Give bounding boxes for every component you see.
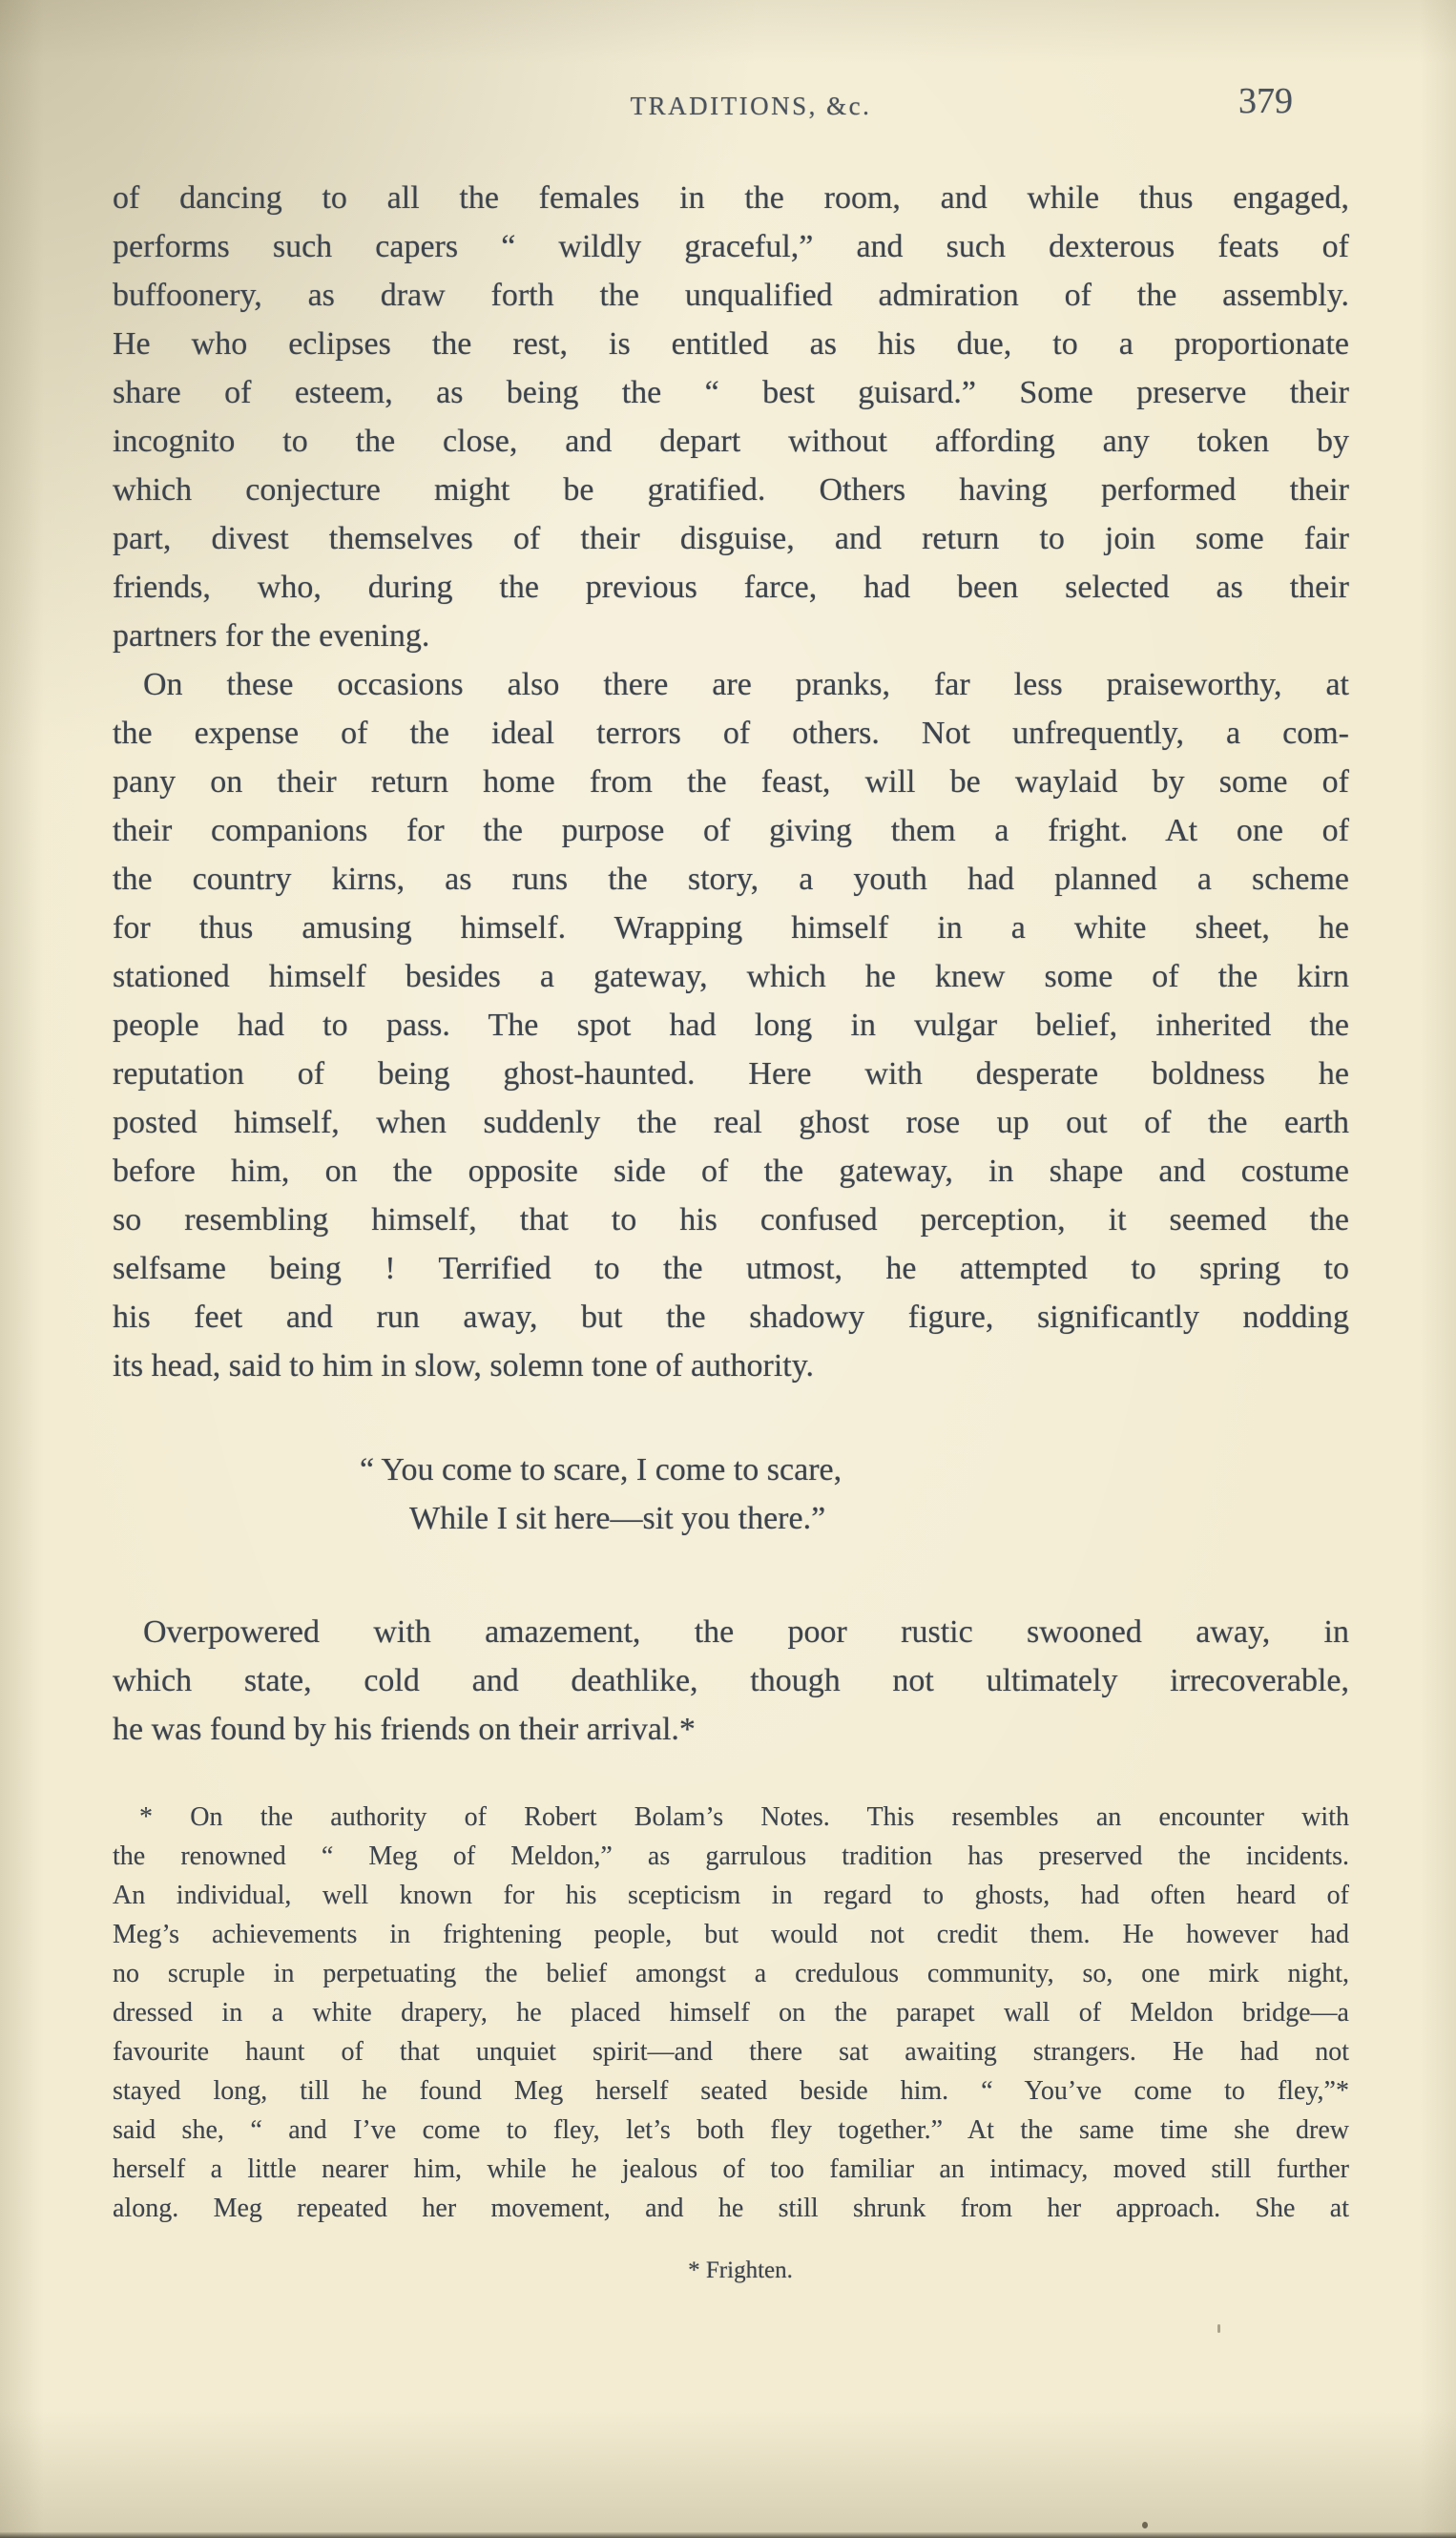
page-number: 379 — [1238, 81, 1293, 121]
footnote-line: herself a little nearer him, while he jealous of too familiar an intimacy, moved still further — [113, 2154, 1349, 2184]
text-line: he was found by his friends on their arrival.* — [113, 1712, 696, 1747]
text-line: people had to pass. The spot had long in vulgar belief, inherited the — [113, 1008, 1349, 1043]
text-line: so resembling himself, that to his confused perception, it seemed the — [113, 1202, 1349, 1238]
page-bottom-shadow — [0, 2532, 1456, 2538]
text-line: the country kirns, as runs the story, a youth had planned a scheme — [113, 862, 1349, 897]
verse-line: “ You come to scare, I come to scare, — [360, 1452, 842, 1487]
text-line: of dancing to all the females in the room, and while thus engaged, — [113, 180, 1349, 216]
text-line: incognito to the close, and depart without affording any token by — [113, 424, 1349, 459]
footnote-line: favourite haunt of that unquiet spirit—and there sat awaiting strangers. He had not — [113, 2037, 1349, 2067]
text-line: Overpowered with amazement, the poor rustic swooned away, in — [143, 1614, 1349, 1650]
footnote-line: stayed long, till he found Meg herself seated beside him. “ You’ve come to fley,”* — [113, 2076, 1349, 2106]
text-line: On these occasions also there are pranks, far less praiseworthy, at — [143, 667, 1349, 702]
footnote-line: said she, “ and I’ve come to fley, let’s both fley together.” At the same time she drew — [113, 2115, 1349, 2145]
footnote — [113, 1798, 1349, 2228]
text-line: performs such capers “ wildly graceful,” and such dexterous feats of — [113, 229, 1349, 264]
footnote-line: no scruple in perpetuating the belief amongst a credulous community, so, one mirk night, — [113, 1959, 1349, 1988]
text-line: before him, on the opposite side of the gateway, in shape and costume — [113, 1154, 1349, 1189]
text-line: He who eclipses the rest, is entitled as his due, to a proportionate — [113, 326, 1349, 362]
text-line: partners for the evening. — [113, 618, 430, 654]
text-line: part, divest themselves of their disguise, and return to join some fair — [113, 521, 1349, 556]
text-line: which conjecture might be gratified. Others having performed their — [113, 472, 1349, 508]
footnote-note: * Frighten. — [688, 2257, 793, 2283]
text-line: the expense of the ideal terrors of others. Not unfrequently, a com- — [113, 716, 1349, 751]
text-line: stationed himself besides a gateway, which he knew some of the kirn — [113, 959, 1349, 994]
paragraph-3 — [113, 1608, 1349, 1754]
verse-line: While I sit here—sit you there.” — [409, 1501, 826, 1536]
verse-quote — [113, 1446, 1349, 1543]
footnote-line: the renowned “ Meg of Meldon,” as garrulous tradition has preserved the incidents. — [113, 1841, 1349, 1871]
text-line: share of esteem, as being the “ best guisard.” Some preserve their — [113, 375, 1349, 410]
text-line: their companions for the purpose of giving them a fright. At one of — [113, 813, 1349, 848]
running-head — [113, 92, 1349, 121]
text-line: his feet and run away, but the shadowy figure, significantly nodding — [113, 1300, 1349, 1335]
text-line: selfsame being ! Terrified to the utmost, he attempted to spring to — [113, 1251, 1349, 1286]
footnote-line: An individual, well known for his scepticism in regard to ghosts, had often heard of — [113, 1881, 1349, 1910]
text-line: for thus amusing himself. Wrapping himself in a white sheet, he — [113, 910, 1349, 946]
page-title: TRADITIONS, &c. — [630, 92, 872, 120]
text-column — [113, 174, 1349, 2295]
paragraph-1 — [113, 174, 1349, 660]
footnote-line: along. Meg repeated her movement, and he still shrunk from her approach. She at — [113, 2194, 1349, 2223]
text-line: friends, who, during the previous farce, had been selected as their — [113, 570, 1349, 605]
paragraph-2 — [113, 660, 1349, 1390]
footnote-line: * On the authority of Robert Bolam’s Notes. This resembles an encounter with — [139, 1802, 1349, 1832]
ink-speck — [1217, 2324, 1220, 2333]
text-line: its head, said to him in slow, solemn tone of authority. — [113, 1348, 815, 1383]
text-line: which state, cold and deathlike, though not ultimately irrecoverable, — [113, 1663, 1349, 1698]
footnote-line: dressed in a white drapery, he placed himself on the parapet wall of Meldon bridge—a — [113, 1998, 1349, 2028]
text-line: reputation of being ghost-haunted. Here with desperate boldness he — [113, 1056, 1349, 1092]
text-line: buffoonery, as draw forth the unqualified admiration of the assembly. — [113, 278, 1349, 313]
text-line: pany on their return home from the feast, will be waylaid by some of — [113, 764, 1349, 800]
ink-speck — [1142, 2522, 1148, 2528]
text-line: posted himself, when suddenly the real ghost rose up out of the earth — [113, 1105, 1349, 1140]
footnote-line: Meg’s achievements in frightening people, but would not credit them. He however had — [113, 1920, 1349, 1949]
